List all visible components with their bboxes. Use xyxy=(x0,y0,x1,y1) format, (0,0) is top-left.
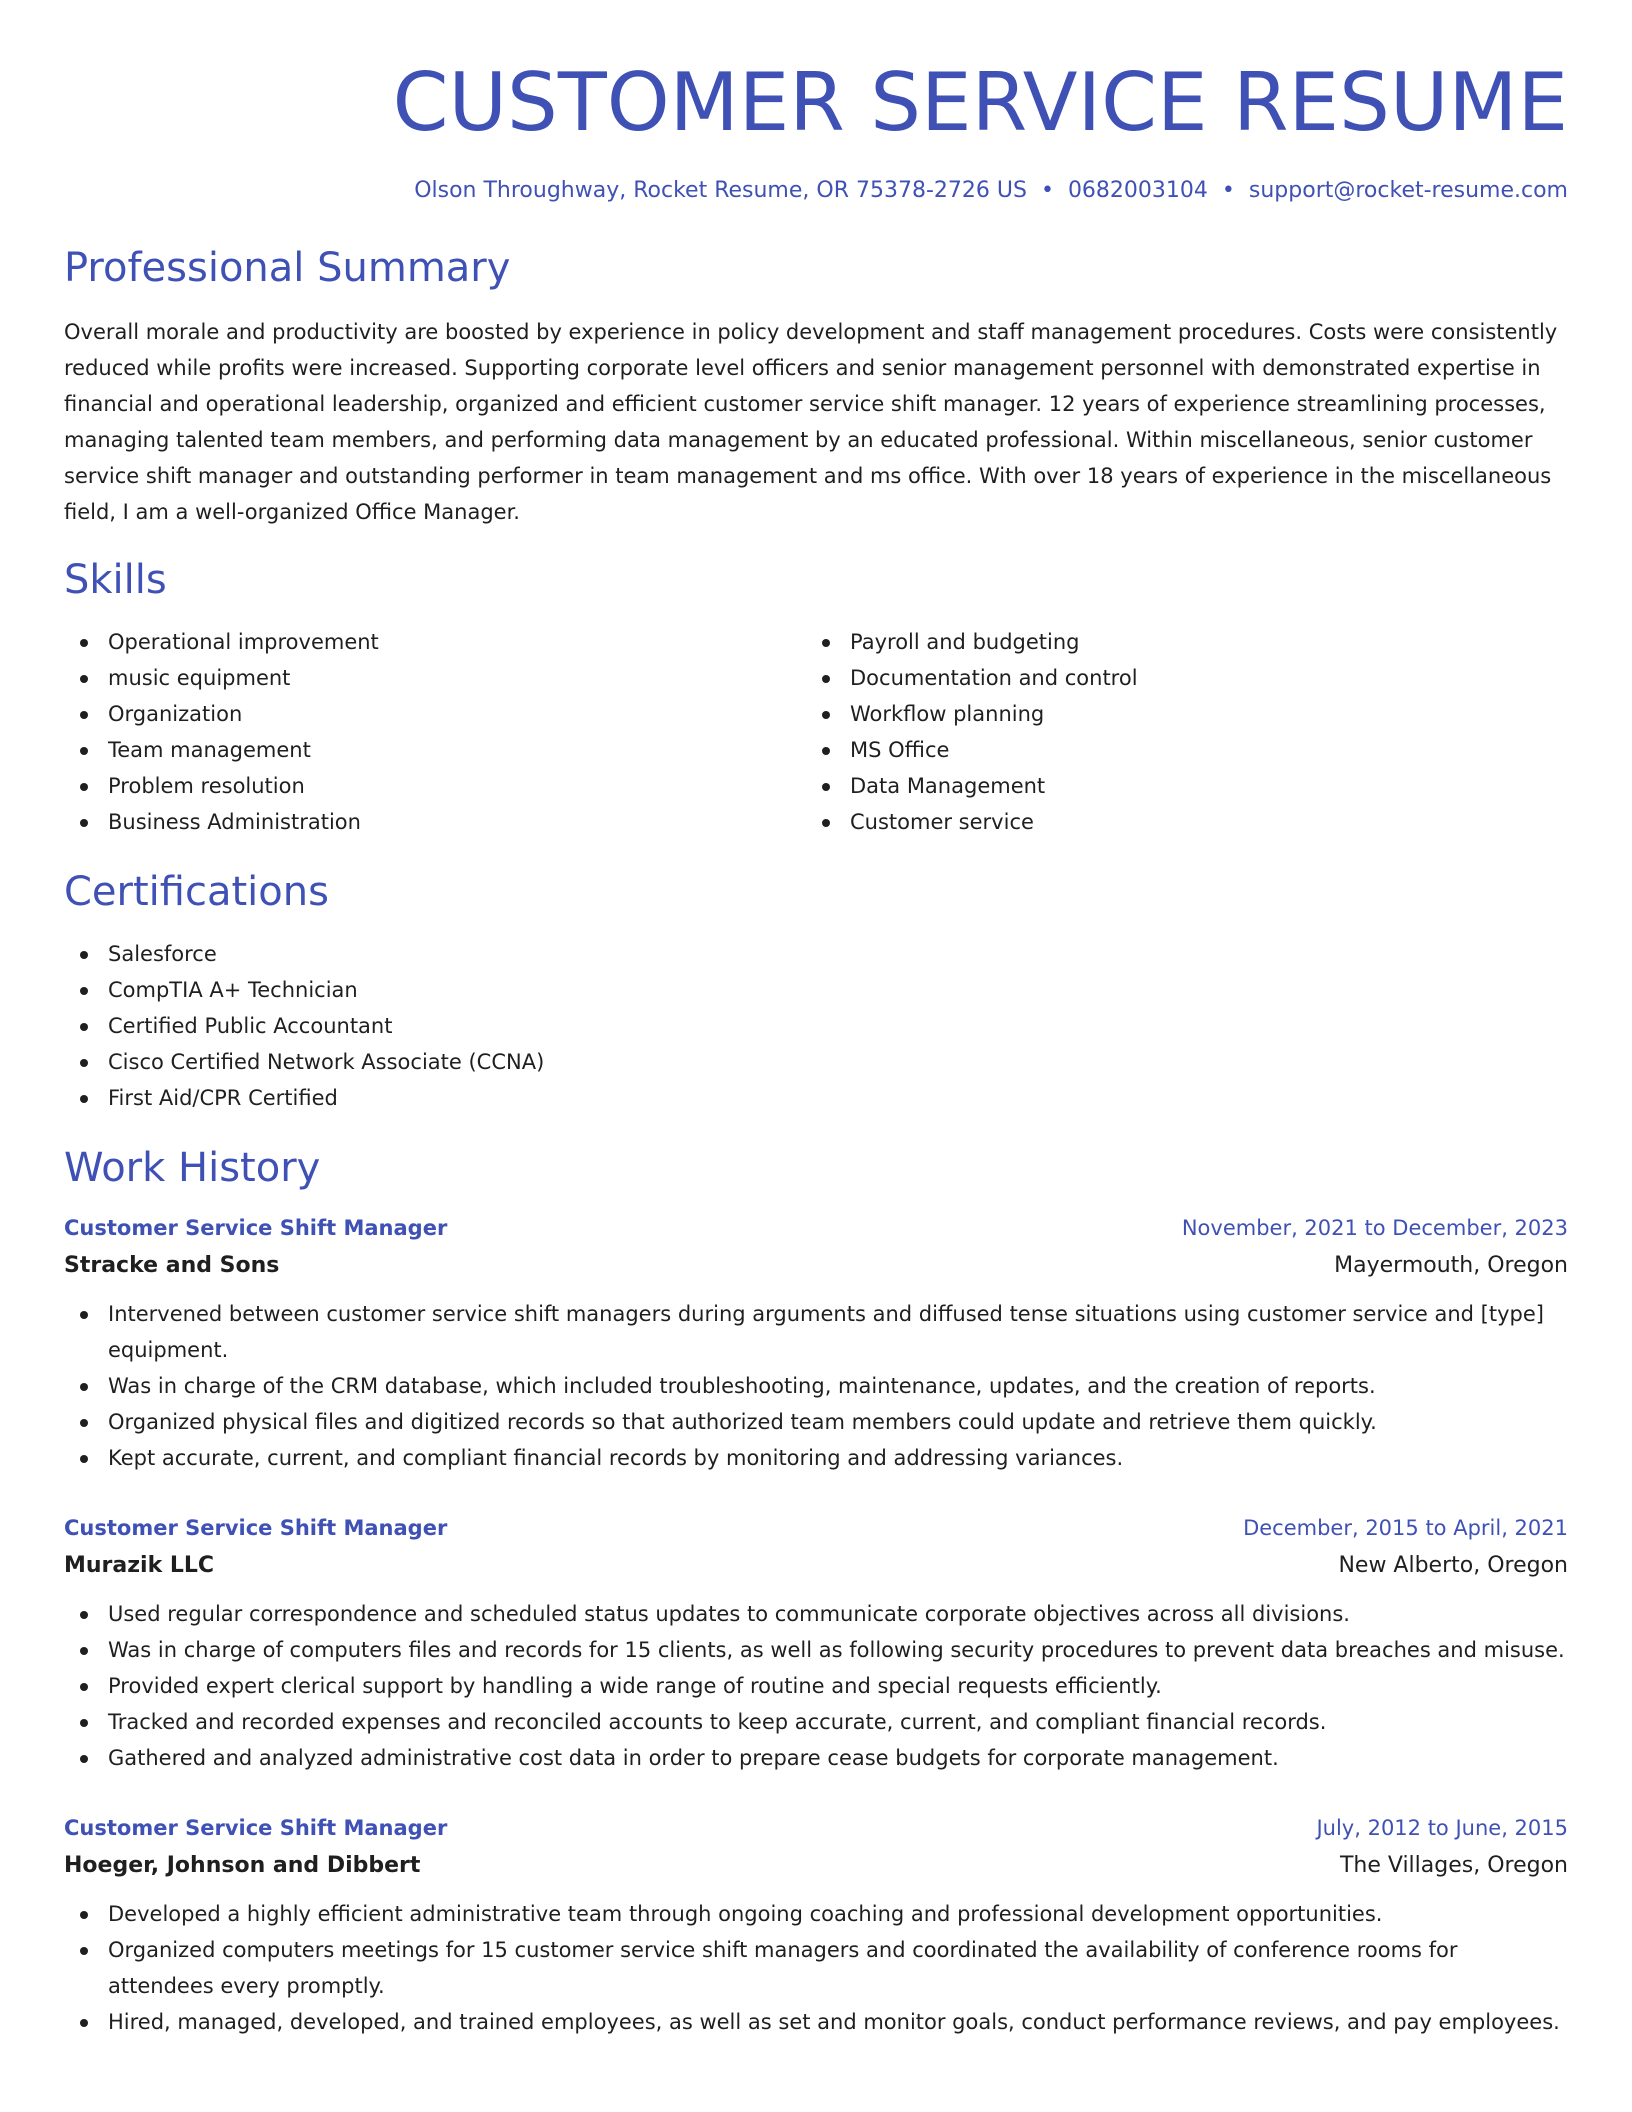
resume-title: CUSTOMER SERVICE RESUME xyxy=(392,56,1568,149)
contact-email: support@rocket-resume.com xyxy=(1248,178,1568,203)
certifications-list xyxy=(64,936,1568,1116)
work-history-section xyxy=(64,1144,1568,2040)
skill-item: Customer service xyxy=(806,804,1548,840)
job-dates: July, 2012 to June, 2015 xyxy=(1316,1816,1568,1840)
resume-page xyxy=(64,0,1568,2040)
job-header-row xyxy=(64,1210,1568,1246)
job-location: New Alberto, Oregon xyxy=(1338,1553,1568,1578)
job-bullets xyxy=(64,1296,1568,1476)
certifications-heading: Certifications xyxy=(64,869,329,915)
job-bullets xyxy=(64,1596,1568,1776)
skills-column-left xyxy=(64,624,806,840)
skill-item: MS Office xyxy=(806,732,1548,768)
skills-columns xyxy=(64,624,1568,840)
job-company: Stracke and Sons xyxy=(64,1253,280,1278)
job-entry xyxy=(64,1510,1568,1776)
certification-item: Cisco Certified Network Associate (CCNA) xyxy=(64,1044,1568,1080)
job-company-row xyxy=(64,1546,1568,1586)
skills-list-right xyxy=(806,624,1548,840)
job-bullet: Organized computers meetings for 15 customer service shift managers and coordinated the availability of conference rooms for attendees every promptly. xyxy=(64,1932,1568,2004)
job-bullet: Kept accurate, current, and compliant financial records by monitoring and addressing variances. xyxy=(64,1440,1568,1476)
job-bullet: Was in charge of the CRM database, which included troubleshooting, maintenance, updates, and the creation of reports. xyxy=(64,1368,1568,1404)
job-bullet: Was in charge of computers files and records for 15 clients, as well as following security procedures to prevent data breaches and misuse. xyxy=(64,1632,1568,1668)
certification-item: CompTIA A+ Technician xyxy=(64,972,1568,1008)
skill-item: Operational improvement xyxy=(64,624,806,660)
skills-column-right xyxy=(806,624,1548,840)
skill-item: Payroll and budgeting xyxy=(806,624,1548,660)
job-bullet: Developed a highly efficient administrative team through ongoing coaching and professional development opportunities. xyxy=(64,1896,1568,1932)
job-bullet: Organized physical files and digitized records so that authorized team members could update and retrieve them quickly. xyxy=(64,1404,1568,1440)
job-bullet: Tracked and recorded expenses and reconciled accounts to keep accurate, current, and compliant financial records. xyxy=(64,1704,1568,1740)
job-bullet: Used regular correspondence and scheduled status updates to communicate corporate objectives across all divisions. xyxy=(64,1596,1568,1632)
skill-item: music equipment xyxy=(64,660,806,696)
skill-item: Workflow planning xyxy=(806,696,1548,732)
certification-item: Salesforce xyxy=(64,936,1568,972)
job-entry xyxy=(64,1810,1568,2040)
job-bullet: Provided expert clerical support by handling a wide range of routine and special requests efficiently. xyxy=(64,1668,1568,1704)
contact-phone: 0682003104 xyxy=(1067,178,1208,203)
contact-line xyxy=(64,176,1568,206)
summary-section xyxy=(64,244,1568,530)
job-location: The Villages, Oregon xyxy=(1339,1853,1568,1878)
job-company-row xyxy=(64,1846,1568,1886)
skill-item: Business Administration xyxy=(64,804,806,840)
work-history-heading: Work History xyxy=(64,1145,321,1191)
job-bullet: Gathered and analyzed administrative cost data in order to prepare cease budgets for corporate management. xyxy=(64,1740,1568,1776)
certifications-section xyxy=(64,868,1568,1116)
job-bullets xyxy=(64,1896,1568,2040)
summary-heading: Professional Summary xyxy=(64,245,511,291)
skill-item: Team management xyxy=(64,732,806,768)
job-bullet: Hired, managed, developed, and trained employees, as well as set and monitor goals, conduct performance reviews, and pay employees. xyxy=(64,2004,1568,2040)
contact-separator: • xyxy=(1221,178,1235,203)
job-company-row xyxy=(64,1246,1568,1286)
job-dates: December, 2015 to April, 2021 xyxy=(1243,1516,1568,1540)
skills-heading: Skills xyxy=(64,557,167,603)
certification-item: First Aid/CPR Certified xyxy=(64,1080,1568,1116)
skill-item: Organization xyxy=(64,696,806,732)
job-entry xyxy=(64,1210,1568,1476)
job-dates: November, 2021 to December, 2023 xyxy=(1181,1216,1568,1240)
skills-section xyxy=(64,556,1568,840)
job-bullet: Intervened between customer service shift managers during arguments and diffused tense situations using customer service and [type] equipment. xyxy=(64,1296,1568,1368)
job-location: Mayermouth, Oregon xyxy=(1334,1253,1568,1278)
skill-item: Documentation and control xyxy=(806,660,1548,696)
job-title: Customer Service Shift Manager xyxy=(64,1516,448,1540)
summary-text: Overall morale and productivity are boosted by experience in policy development and staff management procedures. Costs were consistently reduced while profits were increased. Supporting corporate level officers and senior management personnel with demonstrated expertise in financial and operational leadership, organized and efficient customer service shift manager. 12 years of experience streamlining processes, managing talented team members, and performing data management by an educated professional. Within miscellaneous, senior customer service shift manager and outstanding performer in team management and ms office. With over 18 years of experience in the miscellaneous field, I am a well-organized Office Manager. xyxy=(64,320,1558,524)
contact-address: Olson Throughway, Rocket Resume, OR 75378-2726 US xyxy=(414,178,1027,203)
job-company: Murazik LLC xyxy=(64,1553,215,1578)
skill-item: Data Management xyxy=(806,768,1548,804)
job-title: Customer Service Shift Manager xyxy=(64,1816,448,1840)
certification-item: Certified Public Accountant xyxy=(64,1008,1568,1044)
job-title: Customer Service Shift Manager xyxy=(64,1216,448,1240)
job-company: Hoeger, Johnson and Dibbert xyxy=(64,1853,421,1878)
job-header-row xyxy=(64,1810,1568,1846)
skills-list-left xyxy=(64,624,806,840)
skill-item: Problem resolution xyxy=(64,768,806,804)
job-header-row xyxy=(64,1510,1568,1546)
contact-separator: • xyxy=(1040,178,1054,203)
